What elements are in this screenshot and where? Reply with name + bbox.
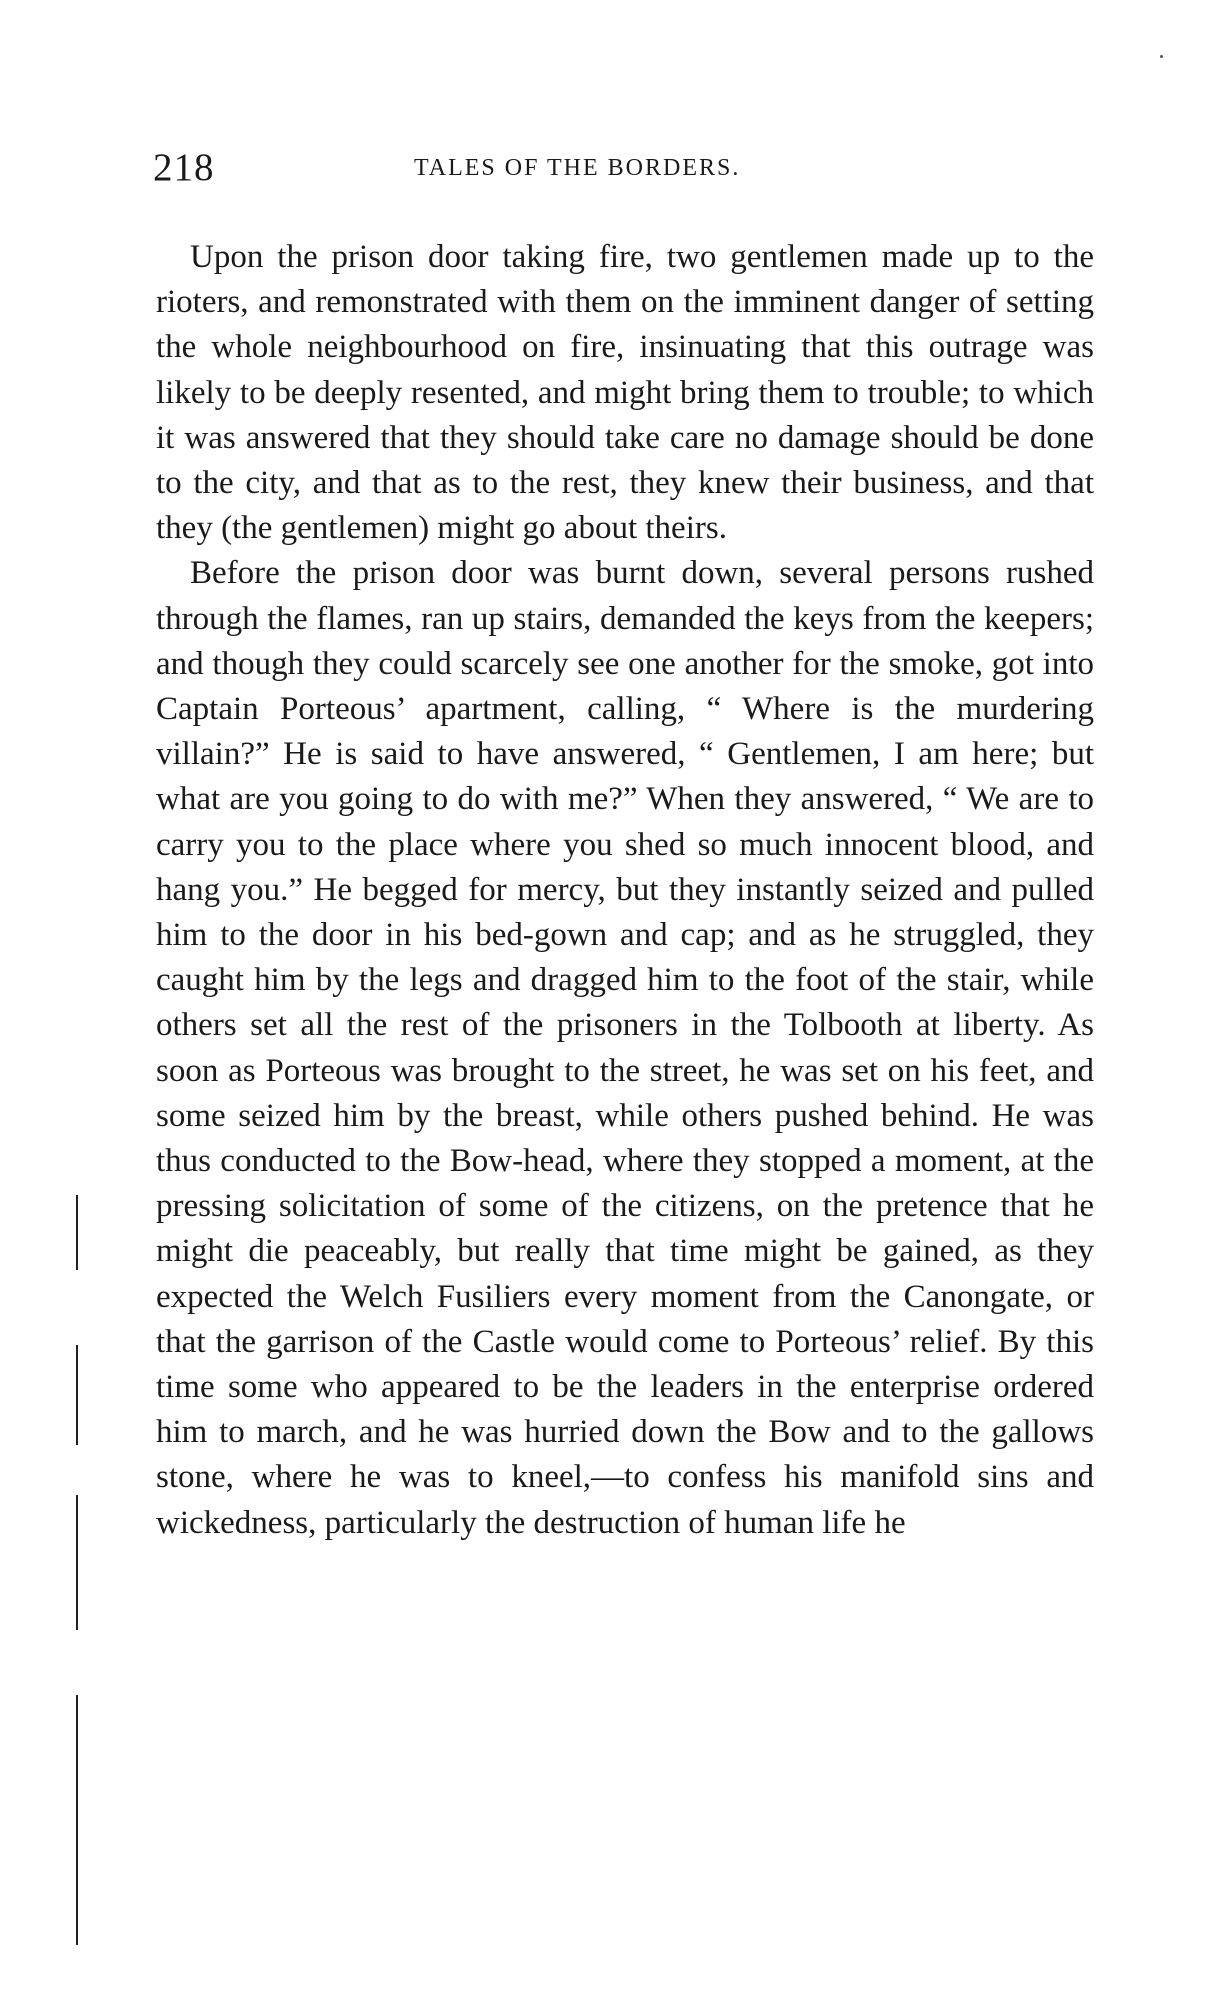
paragraph: Upon the prison door taking fire, two gentlemen made up to the rioters, and remonstrated with them on the imminent danger of setting the whole neighbourhood on fire, insinuating that this outrage was likely to be deeply resented, and might bring them to trouble; to which it was answered that they should take care no damage should be done to the city, and that as to the rest, they knew their business, and that they (the gentlemen) might go about theirs. [156, 239, 1094, 547]
paragraph: Before the prison door was burnt down, several persons rushed through the flames, ran up stairs, demanded the keys from the keepers; and though they could scarcely see one another for the smoke, got into Captain Porteous’ apartment, calling, “ Where is the murdering villain?” He is said to have answered, “ Gentlemen, I am here; but what are you going to do with me?” When they answered, “ We are to carry you to the place where you shed so much innocent blood, and hang you.” He begged for mercy, but they instantly seized and pulled him to the door in his bed-gown and cap; and as he struggled, they caught him by the legs and dragged him to the foot of the stair, while others set all the rest of the prisoners in the Tolbooth at liberty. As soon as Porteous was brought to the street, he was set on his feet, and some seized him by the breast, while others pushed behind. He was thus conducted to the Bow-head, where they stopped a moment, at the pressing solicitation of some of the citizens, on the pretence that he might die peaceably, but really that time might be gained, as they expected the Welch Fusiliers every moment from the Canongate, or that the garrison of the Castle would come to Porteous’ relief. By this time some who appeared to be the leaders in the enterprise ordered him to march, and he was hurried down the Bow and to the gallows stone, where he was to kneel,—to confess his manifold sins and wickedness, particularly the destruction of human life he [156, 555, 1094, 1541]
page-number: 218 [153, 146, 215, 189]
running-head [150, 145, 1094, 195]
running-title: TALES OF THE BORDERS. [414, 155, 741, 181]
margin-mark [76, 1695, 78, 1945]
margin-speck [1160, 55, 1163, 58]
page-content [150, 145, 1094, 1546]
margin-mark [76, 1345, 78, 1445]
margin-mark [76, 1495, 78, 1630]
body-text [156, 235, 1094, 1546]
margin-mark [76, 1195, 78, 1270]
